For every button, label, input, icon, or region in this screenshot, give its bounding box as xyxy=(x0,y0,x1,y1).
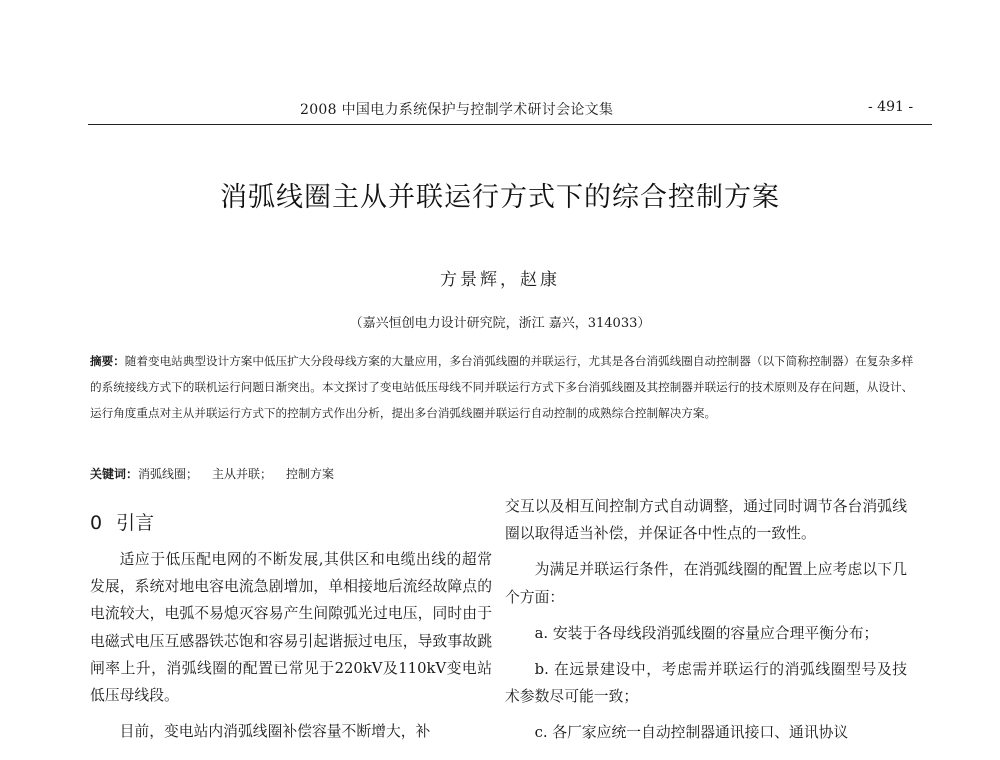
abstract-text: 随着变电站典型设计方案中低压扩大分段母线方案的大量应用，多台消弧线圈的并联运行，尤其是各台消弧线圈自动控制器（以下简称控制器）在复杂多样的系统接线方式下的联机运行问题日渐突出。本文探讨了变电站低压母线不同并联运行方式下多台消弧线圈及其控制器并联运行的技术原则及存在问题，从设计、运行角度重点对主从并联运行方式下的控制方式作出分析，提出多台消弧线圈并联运行自动控制的成熟综合控制解决方案。 xyxy=(90,354,914,420)
body-paragraph: 为满足并联运行条件，在消弧线圈的配置上应考虑以下几个方面： xyxy=(505,561,907,606)
body-paragraph: 目前，变电站内消弧线圈补偿容量不断增大，补 xyxy=(119,723,431,741)
body-paragraph: 交互以及相互间控制方式自动调整，通过同时调节各台消弧线圈以取得适当补偿，并保证各中性点的一致性。 xyxy=(505,498,907,543)
list-item: b. 在远景建设中，考虑需并联运行的消弧线圈型号及技术参数尽可能一致； xyxy=(505,661,907,706)
keyword: 消弧线圈； xyxy=(138,467,199,481)
left-column xyxy=(90,546,492,745)
keywords xyxy=(90,464,914,484)
affiliation: （嘉兴恒创电力设计研究院，浙江 嘉兴，314033） xyxy=(349,316,651,331)
list-item: c. 各厂家应统一自动控制器通讯接口、通讯协议 xyxy=(534,724,849,742)
keyword: 主从并联； xyxy=(212,467,273,481)
section-title: 引言 xyxy=(116,512,155,534)
body-paragraph: 适应于低压配电网的不断发展,其供区和电缆出线的超常发展，系统对地电容电流急剧增加，单相接地后流经故障点的电流较大，电弧不易熄灭容易产生间隙弧光过电压，同时由于电磁式电压互感器铁芯饱和容易引起谐振过电压，导致事故跳闸率上升，消弧线圈的配置已常见于220kV及110kV变电站低压母线段。 xyxy=(90,551,492,705)
paper-title: 消弧线圈主从并联运行方式下的综合控制方案 xyxy=(220,182,780,213)
running-header-title: 2008 中国电力系统保护与控制学术研讨会论文集 xyxy=(300,102,614,118)
keywords-label: 关键词： xyxy=(90,467,139,481)
abstract-label: 摘要： xyxy=(90,354,125,368)
keyword: 控制方案 xyxy=(286,467,335,481)
right-column xyxy=(505,493,907,747)
section-heading xyxy=(90,508,154,535)
list-item: a. 安装于各母线段消弧线圈的容量应合理平衡分布； xyxy=(534,624,879,642)
section-number: 0 xyxy=(90,512,103,534)
abstract xyxy=(90,348,914,426)
page-number: - 491 - xyxy=(868,99,914,115)
header-rule xyxy=(88,124,932,125)
authors: 方景辉，赵康 xyxy=(440,270,560,290)
